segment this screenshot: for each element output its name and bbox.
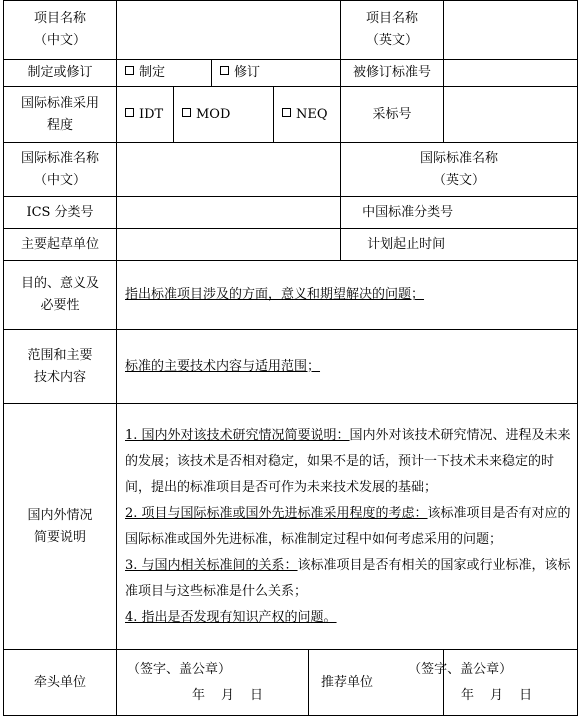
lead-unit-sign-field[interactable] bbox=[117, 650, 309, 716]
background-item: 3. 与国内相关标准间的关系：该标准项目是否有相关的国家或行业标准，该标准项目与这些标准是什么关系； bbox=[125, 557, 571, 599]
purpose-hint: 指出标准项目涉及的方面，意义和期望解决的问题； bbox=[125, 287, 425, 302]
revised-std-no-label: 被修订标准号 bbox=[341, 60, 444, 87]
checkbox-icon[interactable] bbox=[125, 108, 134, 117]
project-name-en-field[interactable] bbox=[444, 1, 578, 60]
sign-date: 年 月 日 bbox=[191, 687, 264, 703]
drafting-unit-label: 主要起草单位 bbox=[4, 229, 117, 261]
background-item: 4. 指出是否发现有知识产权的问题。 bbox=[125, 609, 337, 625]
option-idt[interactable]: IDT bbox=[117, 87, 174, 143]
adopt-no-label: 采标号 bbox=[341, 87, 444, 143]
background-item: 1. 国内外对该技术研究情况简要说明：国内外对该技术研究情况、进程及未来的发展；该技术是否相对稳定，如果不是的话，预计一下技术未来稳定的时间，提出的标准项目是否可作为未来技术发展的基础； bbox=[125, 427, 571, 495]
intl-name-en-label: 国际标准名称 （英文） bbox=[341, 143, 578, 197]
background-field[interactable] bbox=[117, 404, 578, 650]
intl-adoption-label: 国际标准采用 程度 bbox=[4, 87, 117, 143]
scope-hint: 标准的主要技术内容与适用范围； bbox=[125, 358, 321, 374]
recommend-unit-label: 推荐单位 bbox=[309, 650, 444, 716]
ics-label: ICS 分类号 bbox=[4, 197, 117, 229]
ccs-label: 中国标准分类号 bbox=[341, 197, 578, 229]
option-neq[interactable]: NEQ bbox=[274, 87, 341, 143]
option-revise[interactable]: 修订 bbox=[212, 60, 341, 87]
revised-std-no-field[interactable] bbox=[444, 60, 578, 87]
checkbox-icon[interactable] bbox=[282, 108, 291, 117]
project-name-en-label: 项目名称 （英文） bbox=[341, 1, 444, 60]
sign-date: 年 月 日 bbox=[461, 687, 533, 703]
purpose-field[interactable] bbox=[117, 261, 578, 330]
intl-name-cn-field[interactable] bbox=[117, 143, 341, 197]
lead-unit-label: 牵头单位 bbox=[4, 650, 117, 716]
sign-instruction: （签字、盖公章） bbox=[408, 661, 513, 677]
revise-type-label: 制定或修订 bbox=[4, 60, 117, 87]
scope-field[interactable] bbox=[117, 330, 578, 404]
option-mod[interactable]: MOD bbox=[174, 87, 274, 143]
checkbox-icon[interactable] bbox=[220, 66, 229, 75]
drafting-unit-field[interactable] bbox=[117, 229, 341, 261]
background-item: 2. 项目与国际标准或国外先进标准采用程度的考虑：该标准项目是否有对应的国际标准或国外先进标准，标准制定过程中如何考虑采用的问题； bbox=[125, 505, 571, 547]
background-label: 国内外情况 简要说明 bbox=[4, 404, 117, 650]
checkbox-icon[interactable] bbox=[182, 108, 191, 117]
option-formulate[interactable]: 制定 bbox=[117, 60, 212, 87]
sign-instruction: （签字、盖公章） bbox=[127, 661, 232, 677]
plan-time-label: 计划起止时间 bbox=[341, 229, 578, 261]
project-name-cn-field[interactable] bbox=[117, 1, 341, 60]
standard-project-proposal-form bbox=[3, 0, 578, 716]
project-name-cn-label: 项目名称 （中文） bbox=[4, 1, 117, 60]
recommend-unit-sign-field[interactable] bbox=[408, 650, 578, 716]
adopt-no-field[interactable] bbox=[444, 87, 578, 143]
checkbox-icon[interactable] bbox=[125, 66, 134, 75]
scope-label: 范围和主要 技术内容 bbox=[4, 330, 117, 404]
intl-name-cn-label: 国际标准名称 （中文） bbox=[4, 143, 117, 197]
purpose-label: 目的、意义及 必要性 bbox=[4, 261, 117, 330]
ics-field[interactable] bbox=[117, 197, 341, 229]
